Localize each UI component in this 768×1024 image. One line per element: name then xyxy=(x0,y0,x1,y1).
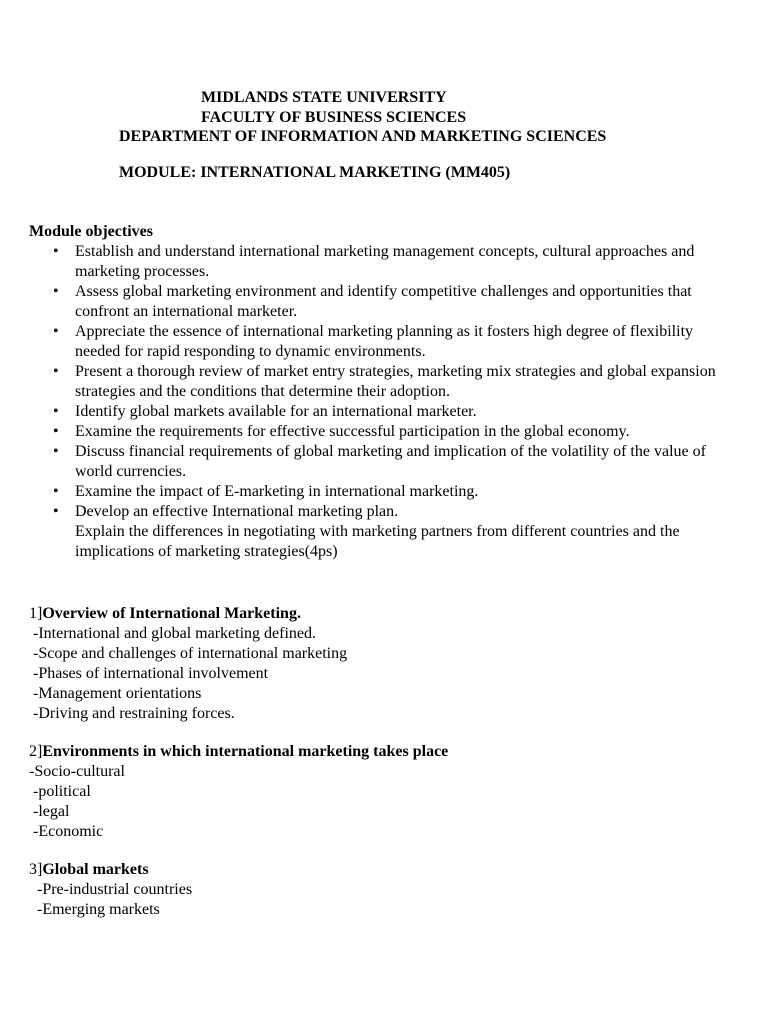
university-name: MIDLANDS STATE UNIVERSITY xyxy=(201,89,447,106)
list-item: • Discuss financial requirements of global marketing and implication of the volatility of the value of world currencies. xyxy=(53,443,706,480)
objectives-list xyxy=(29,242,729,522)
list-item: -Management orientations xyxy=(33,685,202,702)
list-item: • Identify global markets available for an international marketer. xyxy=(53,403,477,420)
list-item: -political xyxy=(33,783,91,800)
section-environments xyxy=(29,742,729,842)
section-heading: 2]Environments in which international marketing takes place xyxy=(29,743,449,760)
list-item: • Examine the requirements for effective successful participation in the global economy. xyxy=(53,423,630,440)
list-item: -Economic xyxy=(33,823,104,840)
bullet-icon: • xyxy=(53,423,59,440)
list-item: • Appreciate the essence of international marketing planning as it fosters high degree of flexibility needed for rapid responding to dynamic environments. xyxy=(53,323,694,360)
module-title: MODULE: INTERNATIONAL MARKETING (MM405) xyxy=(119,164,511,181)
list-item: • Establish and understand international marketing management concepts, cultural approaches and marketing processes. xyxy=(53,243,695,280)
bullet-icon: • xyxy=(53,483,59,500)
module-objectives xyxy=(29,222,729,562)
bullet-icon: • xyxy=(53,323,59,340)
list-item: • Present a thorough review of market entry strategies, marketing mix strategies and global expansion strategies and the conditions that determine their adoption. xyxy=(53,363,716,400)
list-item: -Scope and challenges of international marketing xyxy=(33,645,348,662)
section-global-markets xyxy=(29,860,729,920)
bullet-icon: • xyxy=(53,403,59,420)
objectives-heading: Module objectives xyxy=(29,223,153,240)
faculty-name: FACULTY OF BUSINESS SCIENCES xyxy=(201,109,467,126)
section-heading: 3]Global markets xyxy=(29,861,149,878)
list-item: -International and global marketing defined. xyxy=(33,625,317,642)
list-item: -Pre-industrial countries xyxy=(37,881,193,898)
list-item: -legal xyxy=(33,803,70,820)
list-item: • Assess global marketing environment and identify competitive challenges and opportunities that confront an international marketer. xyxy=(53,283,692,320)
list-item: -Driving and restraining forces. xyxy=(33,705,235,722)
section-heading: 1]Overview of International Marketing. xyxy=(29,605,301,622)
department-name: DEPARTMENT OF INFORMATION AND MARKETING SCIENCES xyxy=(119,128,607,145)
section-overview xyxy=(29,604,729,724)
objective-extra-text: Explain the differences in negotiating with marketing partners from different countries and the implications of marketing strategies(4ps) xyxy=(75,523,680,560)
list-item: -Emerging markets xyxy=(37,901,160,918)
bullet-icon: • xyxy=(53,283,59,300)
list-item: -Phases of international involvement xyxy=(33,665,269,682)
list-item: • Examine the impact of E-marketing in international marketing. xyxy=(53,483,479,500)
bullet-icon: • xyxy=(53,243,59,260)
list-item: -Socio-cultural xyxy=(29,763,125,780)
bullet-icon: • xyxy=(53,443,59,460)
list-item: • Develop an effective International marketing plan. xyxy=(53,503,399,520)
bullet-icon: • xyxy=(53,503,59,520)
bullet-icon: • xyxy=(53,363,59,380)
